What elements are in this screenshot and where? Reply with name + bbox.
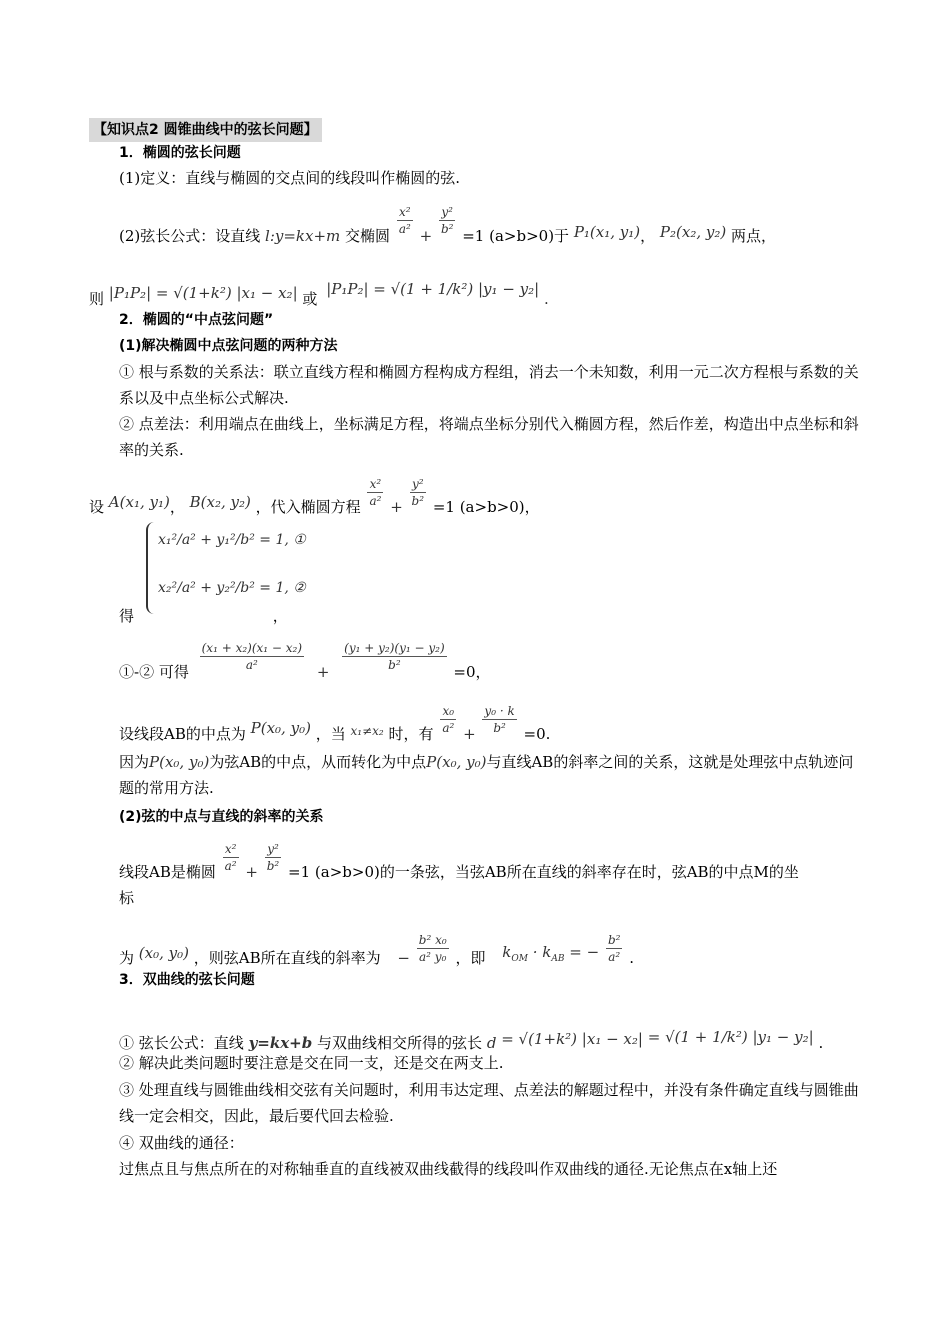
heading-midpoint-chord <box>119 307 864 332</box>
paragraph-set-points: 设 A(x₁, y₁)， B(x₂, y₂) ，代入椭圆方程 $\frac{\text{x²}}{\text{a²}}$ + $\frac{\text{y²}}{\text{b²}}$ =1 (a>b>0)， <box>89 476 540 516</box>
text: 或 <box>302 290 318 308</box>
line-equation: l:y=kx+m <box>265 227 341 245</box>
line-equation: y=kx+b <box>248 1034 313 1052</box>
paragraph-relation: 线段AB是椭圆 $\frac{\text{x²}}{\text{a²}}$ + $\frac{\text{y²}}{\text{b²}}$ =1 (a>b>0)的一条弦，当弦AB所在直线的斜率存在时，弦AB的中点M的坐 <box>119 841 799 881</box>
text: =1 (a>b>0)的一条弦，当弦AB所在直线的斜率存在时，弦AB的中点M的坐 <box>288 863 799 881</box>
paragraph-because <box>89 749 864 801</box>
text: . <box>629 949 634 967</box>
formula-x: = √(1+k²) |x₁ − x₂| <box>501 1030 643 1048</box>
chord-length-symbol: d <box>486 1034 497 1052</box>
text: ，则弦AB所在直线的斜率为 <box>193 949 381 967</box>
system-brace <box>146 522 158 614</box>
text: ，代入椭圆方程 <box>255 498 361 516</box>
paragraph-hyperbola-note-3 <box>89 1077 864 1129</box>
fraction-y2-b2: $\frac{\text{y²}}{\text{b²}}$ <box>411 476 425 508</box>
text: ①-② 可得 <box>119 663 189 681</box>
fraction-y-difference: $\frac{\text{(y₁ + y₂)(y₁ − y₂)}}{\text{b²}}$ <box>344 640 445 672</box>
product-of-slopes: $k_{OM} \cdot k_{AB}$ = − <box>502 943 600 964</box>
paragraph-relation-cont <box>119 886 864 910</box>
fraction-y2-b2: $\frac{\text{y²}}{\text{b²}}$ <box>266 841 280 873</box>
text: 则 <box>89 290 105 308</box>
paragraph-hyperbola-note-2 <box>119 1051 864 1075</box>
text: ，即 <box>455 949 486 967</box>
section-title <box>89 117 864 142</box>
text: 交椭圆 <box>345 227 391 245</box>
text: 两点， <box>731 227 777 245</box>
note-3-text: ③ 处理直线与圆锥曲线相交弦有关问题时，利用韦达定理、点差法的解题过程中，并没有条件确定直线与圆锥曲线一定会相交，因此，最后要代回去检验. <box>119 1081 859 1125</box>
paragraph-slope: 为 (x₀, y₀) ，则弦AB所在直线的斜率为 − $\frac{\text{b² x₀}}{\text{a² y₀}}$ ，即 $k_{OM} \cdot k_{AB}$ = − $\frac{\text{b²}}{\text{a²}}$ . <box>119 932 634 967</box>
formula-y: = √(1 + 1/k²) |y₁ − y₂| <box>647 1028 814 1046</box>
section-title-text: 【知识点2 圆锥曲线中的弦长问题】 <box>89 118 322 142</box>
subheading-text: (2)弦的中点与直线的斜率的关系 <box>119 809 324 825</box>
text: 标 <box>119 889 135 907</box>
formula-x: |P₁P₂| = √(1+k²) |x₁ − x₂| <box>108 284 298 302</box>
heading-text: 3．双曲线的弦长问题 <box>119 972 255 988</box>
midpoint-coords: (x₀, y₀) <box>138 944 189 962</box>
paragraph-difference: ①-② 可得 $\frac{\text{(x₁ + x₂)(x₁ − x₂)}}{\text{a²}}$ + $\frac{\text{(y₁ + y₂)(y₁ − y₂)}}{\text{b²}}$ =0， <box>119 640 491 681</box>
system-equation-1 <box>158 532 306 548</box>
fraction-y2-b2: $\frac{\text{y²}}{\text{b²}}$ <box>440 204 454 236</box>
condition-text: =1 (a>b>0)于 <box>462 227 570 245</box>
text: 时，有 <box>388 725 434 743</box>
equation-1-text: x₁²/a² + y₁²/b² = 1, ① <box>158 532 306 548</box>
text: 得 <box>119 607 135 625</box>
text: =0. <box>523 725 551 743</box>
text: ，当 <box>315 725 346 743</box>
point-p1: P₁(x₁, y₁) <box>573 223 641 241</box>
paragraph-midpoint: 设线段AB的中点为 P(x₀, y₀) ，当 $^{x_1\ne x_2}$ 时，有 $\frac{\text{x₀}}{\text{a²}}$ + $\frac{\text{y₀ · k}}{\text{b²}}$ =0. <box>119 703 551 743</box>
paragraph-hyperbola-note-4 <box>119 1131 864 1155</box>
paragraph-chord-length-formula: (2)弦长公式：设直线 l:y=kx+m 交椭圆 $\frac{\text{x²}}{\text{a²}}$ + $\frac{\text{y²}}{\text{b²}}$ =1 (a>b>0)于 P₁(x₁, y₁)， P₂(x₂, y₂) 两点， <box>119 204 777 245</box>
fraction-slope: $\frac{\text{b² x₀}}{\text{a² y₀}}$ <box>418 932 447 964</box>
system-equation-2 <box>158 580 306 596</box>
paragraph-formulas: 则 |P₁P₂| = √(1+k²) |x₁ − x₂| 或 |P₁P₂| = √(1 + 1/k²) |y₁ − y₂| . <box>89 280 549 308</box>
fraction-b2-a2: $\frac{\text{b²}}{\text{a²}}$ <box>607 932 621 964</box>
fraction-x-difference: $\frac{\text{(x₁ + x₂)(x₁ − x₂)}}{\text{a²}}$ <box>201 640 303 672</box>
subheading-slope-relation <box>119 804 864 829</box>
fraction-x0-a2: $\frac{\text{x₀}}{\text{a²}}$ <box>442 703 455 735</box>
paragraph-definition <box>119 166 864 190</box>
text: . <box>818 1034 824 1052</box>
note-2-text: ② 解决此类问题时要注意是交在同一支，还是交在两支上. <box>119 1054 504 1072</box>
point-p2: P₂(x₂, y₂) <box>659 223 727 241</box>
formula-y: |P₁P₂| = √(1 + 1/k²) |y₁ − y₂| <box>326 280 540 298</box>
fraction-y0k-b2: $\frac{\text{y₀ · k}}{\text{b²}}$ <box>484 703 515 735</box>
point-b: B(x₂, y₂) <box>189 493 251 511</box>
condition: x₁≠x₂ <box>350 724 384 738</box>
method-2 <box>89 411 864 463</box>
fraction-x2-a2: $\frac{\text{x²}}{\text{a²}}$ <box>369 476 382 508</box>
text: 为弦AB的中点，从而转化为中点 <box>209 753 427 771</box>
definition-text: (1)定义：直线与椭圆的交点间的线段叫作椭圆的弦. <box>119 169 461 187</box>
fraction-x2-a2: $\frac{\text{x²}}{\text{a²}}$ <box>398 204 411 236</box>
text: 线段AB是椭圆 <box>119 863 216 881</box>
text: 设 <box>89 498 105 516</box>
text: 设线段AB的中点为 <box>119 725 246 743</box>
text: (2)弦长公式：设直线 <box>119 227 261 245</box>
point-p: P(x₀, y₀) <box>250 719 311 737</box>
latus-rectum-text: 过焦点且与焦点所在的对称轴垂直的直线被双曲线截得的线段叫作双曲线的通径.无论焦点在x轴上还 <box>119 1160 778 1178</box>
equation-2-text: x₂²/a² + y₂²/b² = 1, ② <box>158 580 306 596</box>
method-1-text: ① 根与系数的关系法：联立直线方程和椭圆方程构成方程组，消去一个未知数，利用一元二次方程根与系数的关系以及中点坐标公式解决. <box>119 363 859 407</box>
method-1 <box>89 359 864 411</box>
method-2-text: ② 点差法：利用端点在曲线上，坐标满足方程，将端点坐标分别代入椭圆方程，然后作差，构造出中点坐标和斜率的关系. <box>119 415 859 459</box>
note-4-text: ④ 双曲线的通径： <box>119 1134 244 1152</box>
heading-ellipse-chord <box>119 140 864 165</box>
text: =0， <box>453 663 491 681</box>
point-p: P(x₀, y₀) <box>149 753 210 771</box>
text: =1 (a>b>0)， <box>432 498 540 516</box>
point-a: A(x₁, y₁) <box>108 493 170 511</box>
heading-text: 2．椭圆的“中点弦问题” <box>119 312 274 328</box>
subheading-two-methods <box>119 333 864 358</box>
text: 为 <box>119 949 135 967</box>
text: ① 弦长公式：直线 <box>119 1034 244 1052</box>
fraction-x2-a2: $\frac{\text{x²}}{\text{a²}}$ <box>224 841 237 873</box>
subheading-text: (1)解决椭圆中点弦问题的两种方法 <box>119 338 338 354</box>
paragraph-get: 得 ， <box>119 607 288 625</box>
text: 与直线AB的斜率之间的关系，这就是处理弦中点轨迹问题的常用方法. <box>119 753 854 797</box>
point-p: P(x₀, y₀) <box>426 753 487 771</box>
text: 与双曲线相交所得的弦长 <box>317 1034 483 1052</box>
paragraph-latus-rectum <box>119 1157 864 1181</box>
heading-text: 1．椭圆的弦长问题 <box>119 145 241 161</box>
heading-hyperbola-chord <box>119 967 864 992</box>
text: 因为 <box>119 753 150 771</box>
